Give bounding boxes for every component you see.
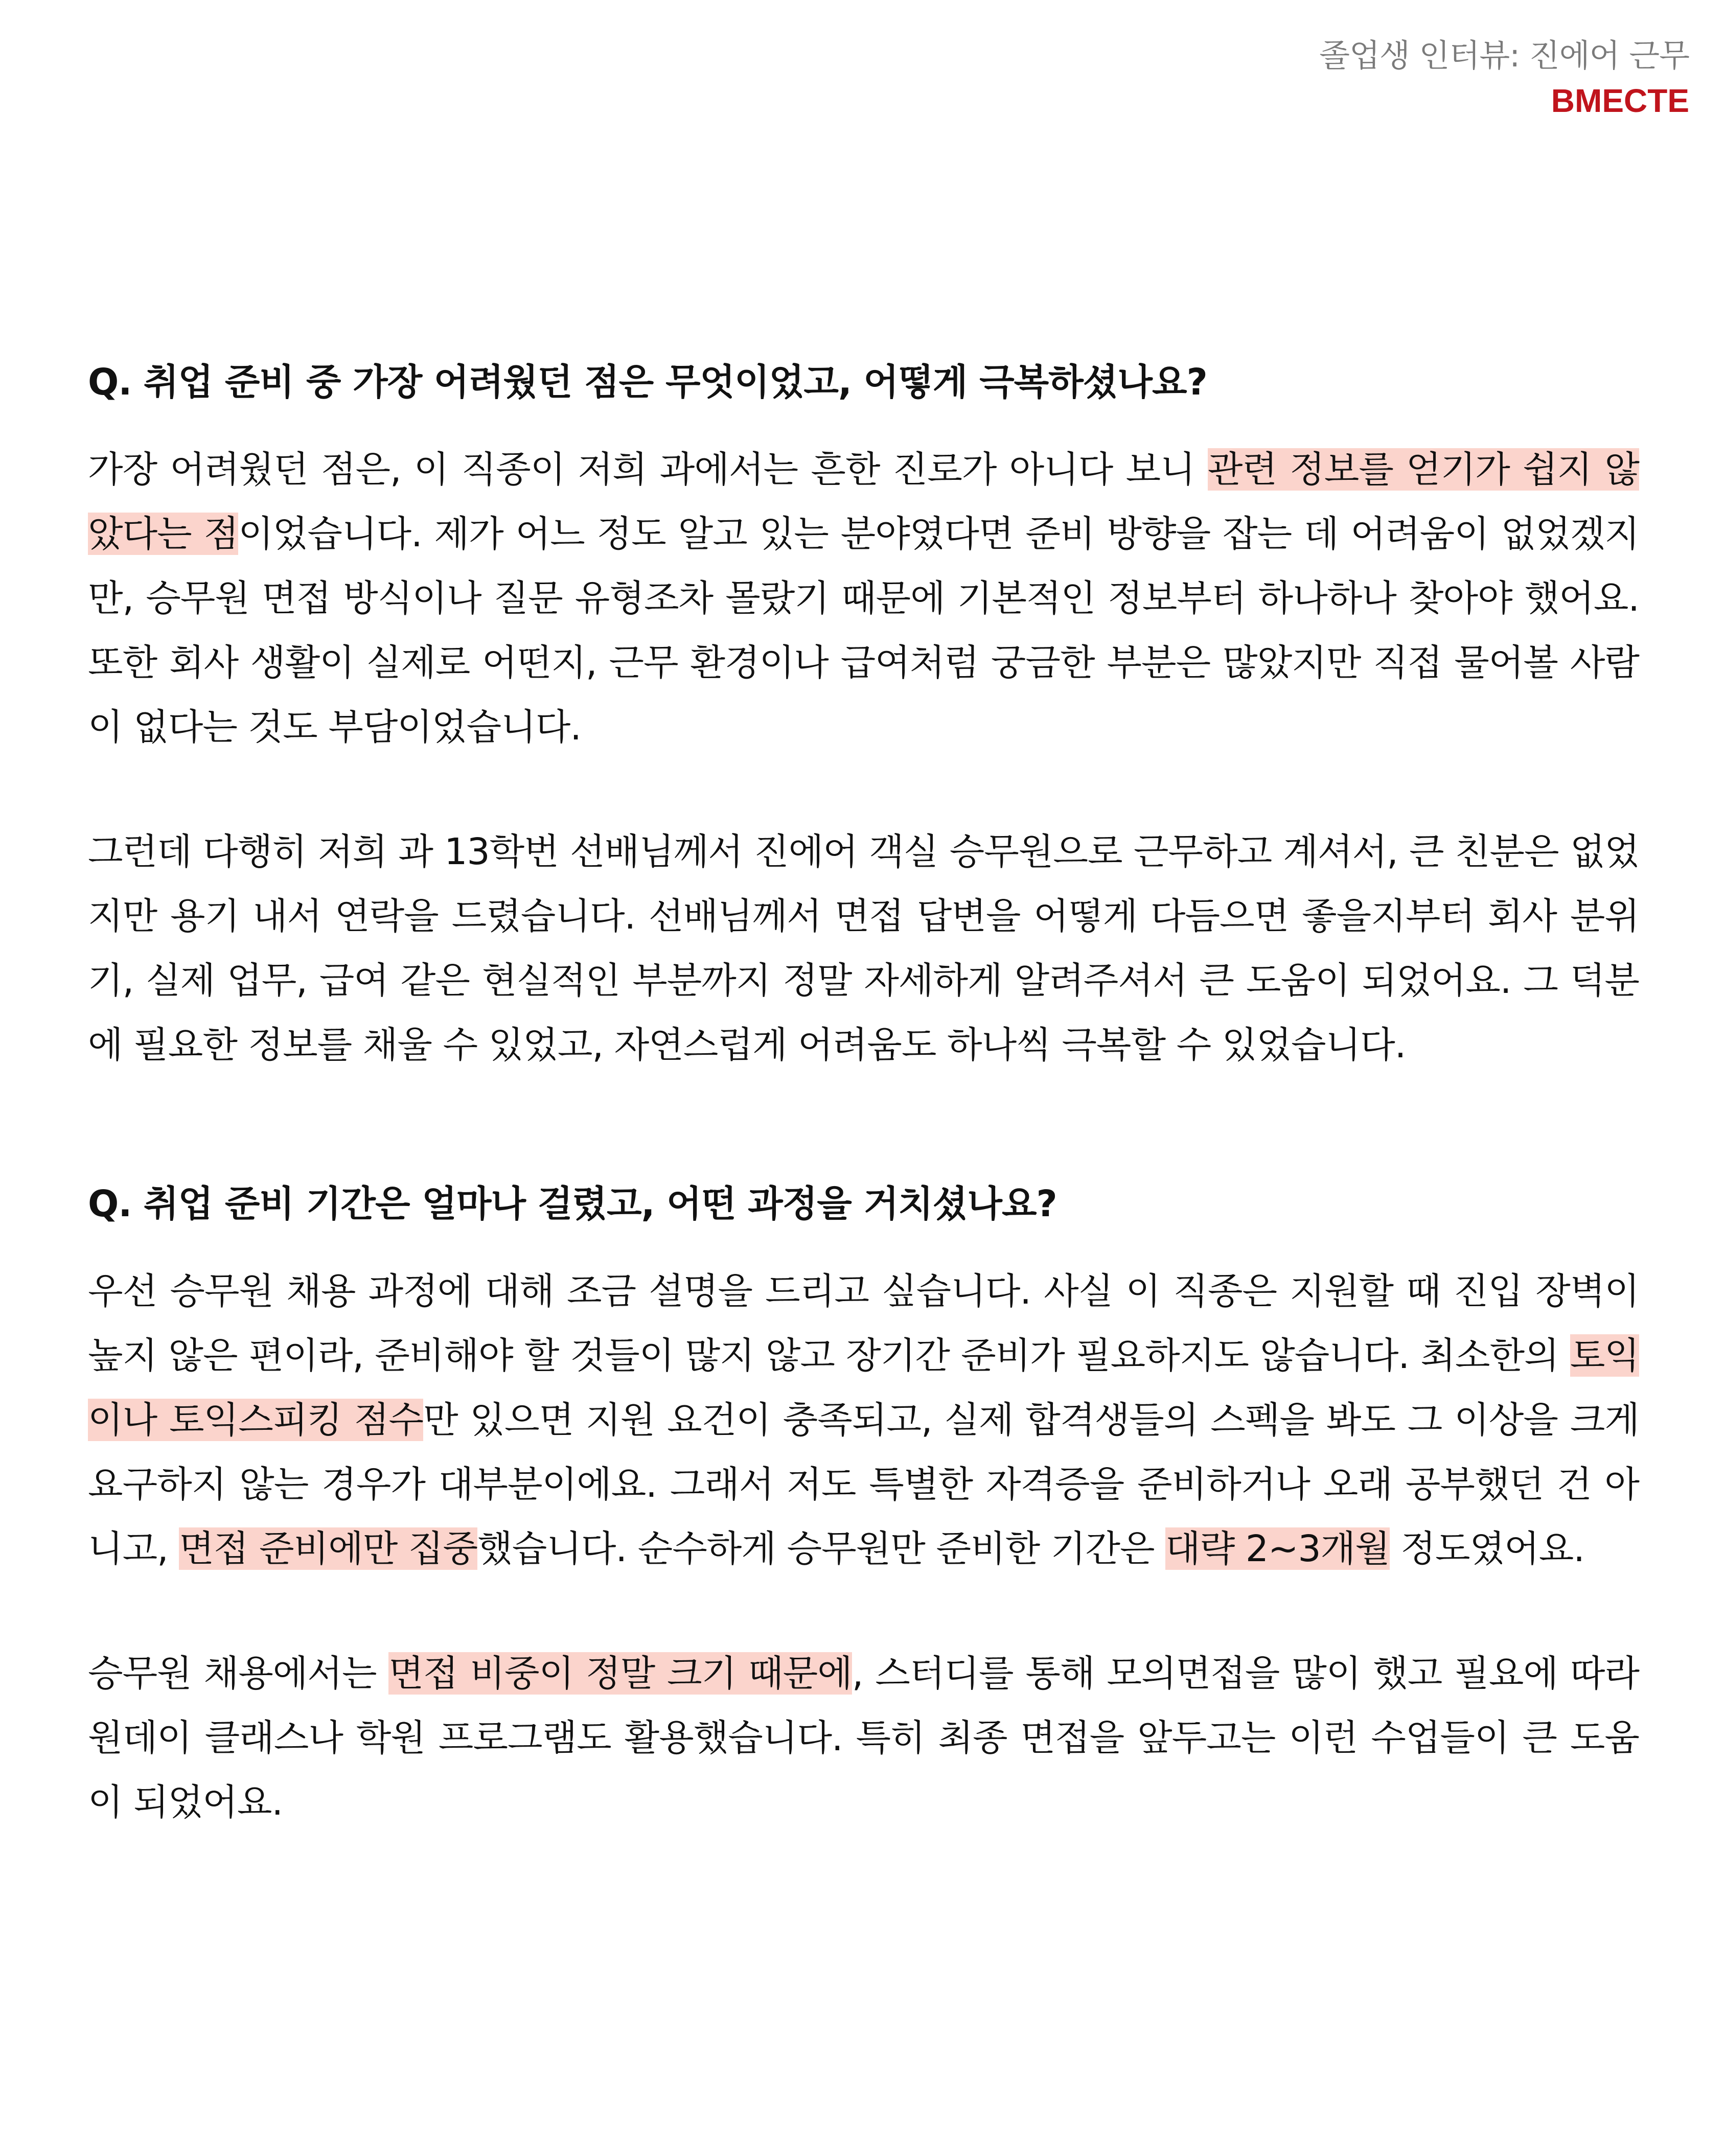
text-segment: 정도였어요. — [1389, 1527, 1584, 1570]
answer-2-paragraph-1 — [88, 1259, 1639, 1581]
brand-logo-text: BMECTE — [1551, 82, 1689, 119]
highlight-phrase: 대략 2~3개월 — [1165, 1527, 1390, 1570]
text-segment: 승무원 채용에서는 — [88, 1652, 389, 1695]
text-segment: 만 있으면 지원 요건이 충족되고, 실제 합격생들의 스펙을 봐도 그 이상을 크게 요구하지 않는 경우가 대부분이에요. 그래서 저도 특별한 자격증을 준비하거나 오래 공부했던 건 아니고, — [88, 1398, 1639, 1570]
text-segment: 이었습니다. 제가 어느 정도 알고 있는 분야였다면 준비 방향을 잡는 데 어려움이 없었겠지만, 승무원 면접 방식이나 질문 유형조차 몰랐기 때문에 기본적인 정보부터 하나하나 찾아야 했어요. 또한 회사 생활이 실제로 어떤지, 근무 환경이나 급여처럼 궁금한 부분은 많았지만 직접 물어볼 사람이 없다는 것도 부담이었습니다. — [88, 512, 1639, 748]
page-header — [1319, 36, 1689, 122]
text-segment: , 스터디를 통해 모의면접을 많이 했고 필요에 따라 원데이 클래스나 학원 프로그램도 활용했습니다. 특히 최종 면접을 앞두고는 이런 수업들이 큰 도움이 되었어요. — [88, 1652, 1640, 1823]
highlight-phrase: 면접 준비에만 집중 — [179, 1527, 478, 1570]
series-title: 졸업생 인터뷰: 진에어 근무 — [1319, 37, 1689, 74]
text-segment: 우선 승무원 채용 과정에 대해 조금 설명을 드리고 싶습니다. 사실 이 직종은 지원할 때 진입 장벽이 높지 않은 편이라, 준비해야 할 것들이 많지 않고 장기간 준비가 필요하지도 않습니다. 최소한의 — [88, 1269, 1639, 1377]
text-segment: 했습니다. 순수하게 승무원만 준비한 기간은 — [477, 1527, 1166, 1570]
text-segment: 가장 어려웠던 점은, 이 직종이 저희 과에서는 흔한 진로가 아니다 보니 — [88, 448, 1208, 491]
answer-1-paragraph-2 — [88, 820, 1639, 1077]
text-segment: 그런데 다행히 저희 과 13학번 선배님께서 진에어 객실 승무원으로 근무하고 계셔서, 큰 친분은 없었지만 용기 내서 연락을 드렸습니다. 선배님께서 면접 답변을 어떻게 다듬으면 좋을지부터 회사 분위기, 실제 업무, 급여 같은 현실적인 부분까지 정말 자세하게 알려주셔서 큰 도움이 되었어요. 그 덕분에 필요한 정보를 채울 수 있었고, 자연스럽게 어려움도 하나씩 극복할 수 있었습니다. — [88, 830, 1639, 1066]
question-2-heading: Q. 취업 준비 기간은 얼마나 걸렸고, 어떤 과정을 거치셨나요? — [88, 1182, 1057, 1225]
highlight-phrase: 관련 정보를 얻기가 쉽지 않았다는 점 — [88, 448, 1639, 555]
interview-content — [88, 358, 1639, 1835]
answer-1-paragraph-1 — [88, 437, 1639, 759]
highlight-phrase: 면접 비중이 정말 크기 때문에 — [388, 1652, 852, 1695]
highlight-phrase: 토익이나 토익스피킹 점수 — [88, 1334, 1639, 1441]
question-1-heading: Q. 취업 준비 중 가장 어려웠던 점은 무엇이었고, 어떻게 극복하셨나요? — [88, 361, 1207, 403]
answer-2-paragraph-2 — [88, 1641, 1639, 1835]
